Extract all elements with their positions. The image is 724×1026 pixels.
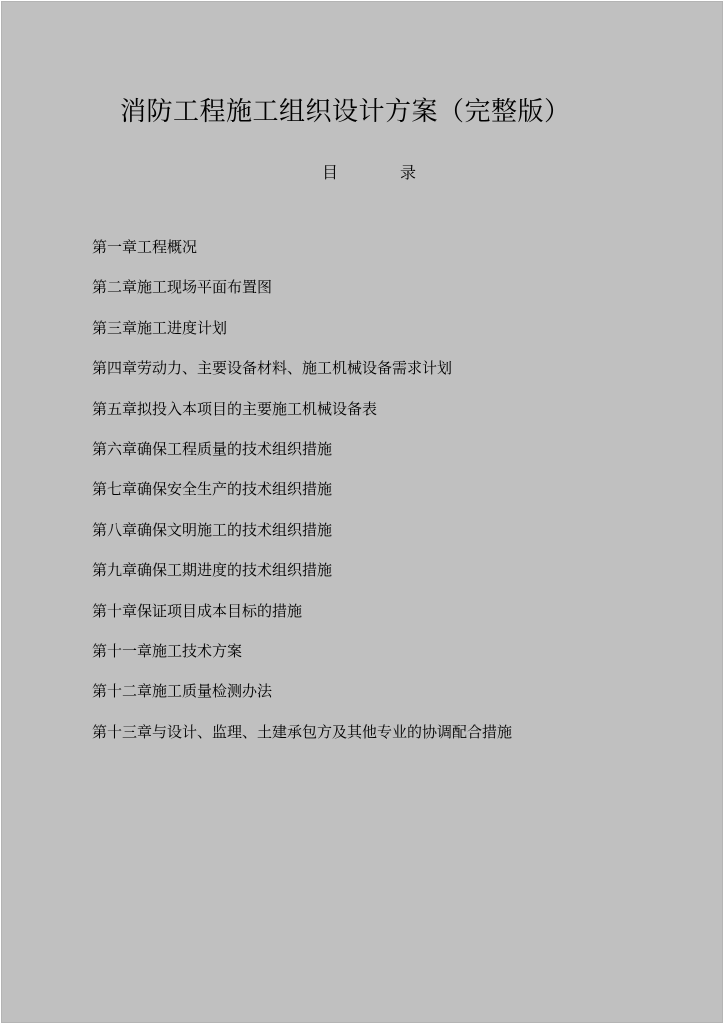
toc-item-9: 第九章确保工期进度的技术组织措施 <box>92 561 333 580</box>
toc-list <box>92 236 512 761</box>
toc-item-7: 第七章确保安全生产的技术组织措施 <box>92 480 333 499</box>
toc-item-6: 第六章确保工程质量的技术组织措施 <box>92 439 333 458</box>
toc-heading-left: 目 <box>322 163 339 182</box>
toc-item-12: 第十二章施工质量检测办法 <box>92 682 273 701</box>
toc-item-8: 第八章确保文明施工的技术组织措施 <box>92 520 333 539</box>
document-title: 消防工程施工组织设计方案（完整版） <box>120 97 571 127</box>
toc-item-4: 第四章劳动力、主要设备材料、施工机械设备需求计划 <box>92 359 453 378</box>
toc-item-2: 第二章施工现场平面布置图 <box>92 278 273 297</box>
toc-item-13: 第十三章与设计、监理、土建承包方及其他专业的协调配合措施 <box>92 722 513 741</box>
toc-heading <box>322 162 416 184</box>
toc-heading-right: 录 <box>400 163 417 182</box>
toc-item-5: 第五章拟投入本项目的主要施工机械设备表 <box>92 399 378 418</box>
document-page <box>2 2 722 1022</box>
toc-item-3: 第三章施工进度计划 <box>92 318 228 337</box>
toc-item-10: 第十章保证项目成本目标的措施 <box>92 601 303 620</box>
toc-item-1: 第一章工程概况 <box>92 238 198 256</box>
toc-item-11: 第十一章施工技术方案 <box>92 641 243 660</box>
